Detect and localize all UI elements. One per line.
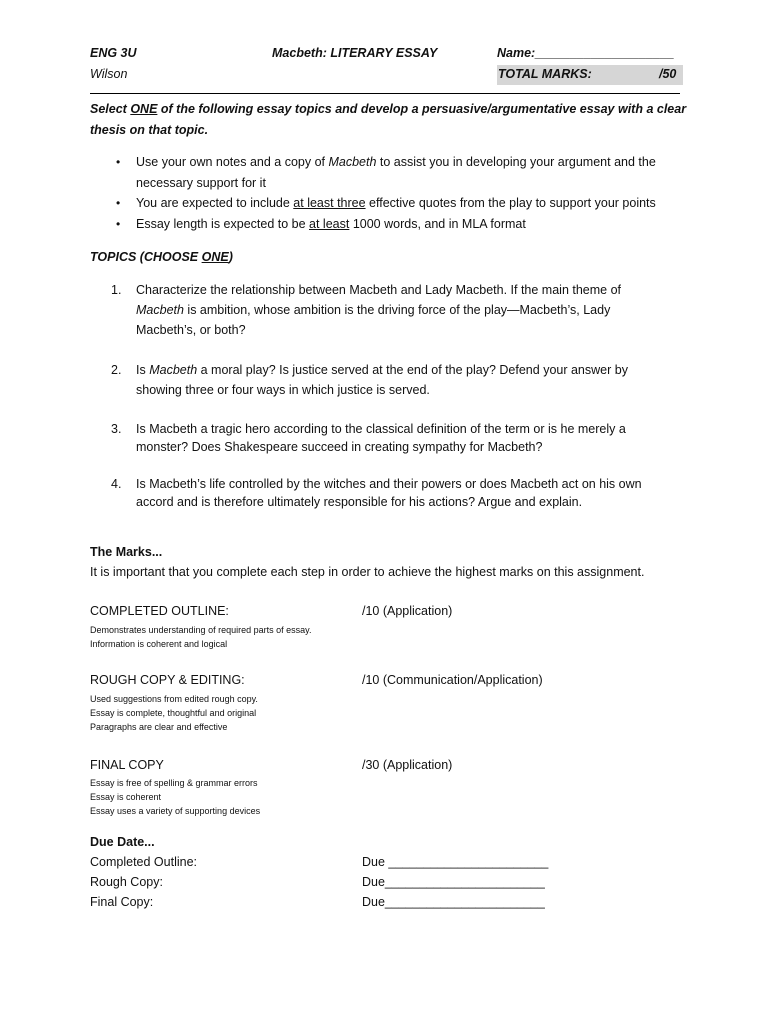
due-final-label: Final Copy:	[90, 895, 154, 909]
intro-emphasis: ONE	[130, 102, 158, 116]
mark-item-outline-label: COMPLETED OUTLINE:	[90, 604, 229, 618]
intro-post: of the following essay topics and develop a persuasive/argumentative essay with a clear	[157, 102, 687, 116]
topic-4-number: 4.	[111, 477, 122, 491]
bullet-3	[136, 217, 526, 231]
mark-item-final-value: /30 (Application)	[362, 758, 453, 772]
topics-heading-post: )	[228, 250, 233, 264]
mark-item-rough-label: ROUGH COPY & EDITING:	[90, 673, 245, 687]
due-rough-label: Rough Copy:	[90, 875, 163, 889]
due-heading: Due Date...	[90, 835, 155, 849]
topic-2-text-cont: a moral play? Is justice served at the end of the play? Defend your answer by	[197, 363, 628, 377]
mark-item-final-label: FINAL COPY	[90, 758, 164, 772]
header-rule	[90, 93, 680, 94]
topic-1-italic: Macbeth	[136, 303, 184, 317]
topic-2-text: Is	[136, 363, 150, 377]
bullet-3-underlined: at least	[309, 217, 350, 231]
bullet-1-line-1	[136, 155, 656, 169]
intro-pre: Select	[90, 102, 131, 116]
total-marks-label: TOTAL MARKS:	[498, 67, 592, 81]
marks-heading: The Marks...	[90, 545, 163, 559]
topics-heading-pre: TOPICS (CHOOSE	[90, 250, 202, 264]
topic-3-line-2: monster? Does Shakespeare succeed in creating sympathy for Macbeth?	[136, 440, 543, 454]
topics-heading-emphasis: ONE	[201, 250, 229, 264]
topic-1-line-2	[136, 303, 610, 317]
bullet-2-underlined: at least three	[293, 196, 366, 210]
topic-1-line-1: Characterize the relationship between Macbeth and Lady Macbeth. If the main theme of	[136, 283, 622, 297]
bullet-2-text-cont: effective quotes from the play to support your points	[365, 196, 656, 210]
mark-item-outline-value: /10 (Application)	[362, 604, 453, 618]
total-marks-value: /50	[659, 67, 677, 81]
bullet-1-text: Use your own notes and a copy of	[136, 155, 329, 169]
bullet-1-text-cont: to assist you in developing your argument and the	[376, 155, 656, 169]
topic-2-line-2: showing three or four ways in which justice is served.	[136, 383, 430, 397]
topic-2-number: 2.	[111, 363, 122, 377]
bullet-3-text-cont: 1000 words, and in MLA format	[349, 217, 526, 231]
intro-line-1	[90, 102, 686, 116]
document-title: Macbeth: LITERARY ESSAY	[272, 46, 438, 60]
due-final-blank: Due_______________________	[362, 895, 545, 909]
mark-item-outline-note: Information is coherent and logical	[90, 639, 228, 649]
bullet-2	[136, 196, 656, 210]
name-blank: ____________________	[535, 46, 675, 60]
mark-item-final-note: Essay is coherent	[90, 792, 162, 802]
due-outline-label: Completed Outline:	[90, 855, 198, 869]
bullet-glyph: •	[116, 217, 121, 231]
mark-item-outline-note: Demonstrates understanding of required parts of essay.	[90, 625, 312, 635]
intro-line-2: thesis on that topic.	[90, 123, 209, 137]
course-code: ENG 3U	[90, 46, 137, 60]
bullet-1-italic: Macbeth	[328, 155, 377, 169]
topic-2-line-1	[136, 363, 628, 377]
bullet-3-text: Essay length is expected to be	[136, 217, 310, 231]
due-outline-blank: Due _______________________	[362, 855, 549, 869]
mark-item-rough-note: Paragraphs are clear and effective	[90, 722, 228, 732]
mark-item-final-note: Essay is free of spelling & grammar errors	[90, 778, 258, 788]
mark-item-final-note: Essay uses a variety of supporting devices	[90, 806, 261, 816]
marks-intro: It is important that you complete each step in order to achieve the highest marks on this assignment.	[90, 565, 645, 579]
mark-item-rough-note: Used suggestions from edited rough copy.	[90, 694, 258, 704]
topic-3-number: 3.	[111, 422, 122, 436]
bullet-2-text: You are expected to include	[136, 196, 294, 210]
mark-item-rough-value: /10 (Communication/Application)	[362, 673, 543, 687]
bullet-glyph: •	[116, 196, 121, 210]
topic-4-line-2: accord and is therefore ultimately responsible for his actions? Argue and explain.	[136, 495, 583, 509]
topic-1-number: 1.	[111, 283, 122, 297]
topics-heading	[90, 250, 233, 264]
topic-1-line-3: Macbeth’s, or both?	[136, 323, 246, 337]
teacher-name: Wilson	[90, 67, 128, 81]
topic-1-text: is ambition, whose ambition is the driving force of the play—Macbeth’s, Lady	[183, 303, 611, 317]
name-label: Name:	[497, 46, 536, 60]
topic-2-italic: Macbeth	[149, 363, 198, 377]
topic-4-line-1: Is Macbeth’s life controlled by the witches and their powers or does Macbeth act on his own	[136, 477, 642, 491]
topic-3-line-1: Is Macbeth a tragic hero according to the classical definition of the term or is he merely a	[136, 422, 626, 436]
mark-item-rough-note: Essay is complete, thoughtful and original	[90, 708, 257, 718]
due-rough-blank: Due_______________________	[362, 875, 545, 889]
bullet-1-line-2: necessary support for it	[136, 176, 266, 190]
name-field	[497, 46, 674, 60]
bullet-glyph: •	[116, 155, 121, 169]
